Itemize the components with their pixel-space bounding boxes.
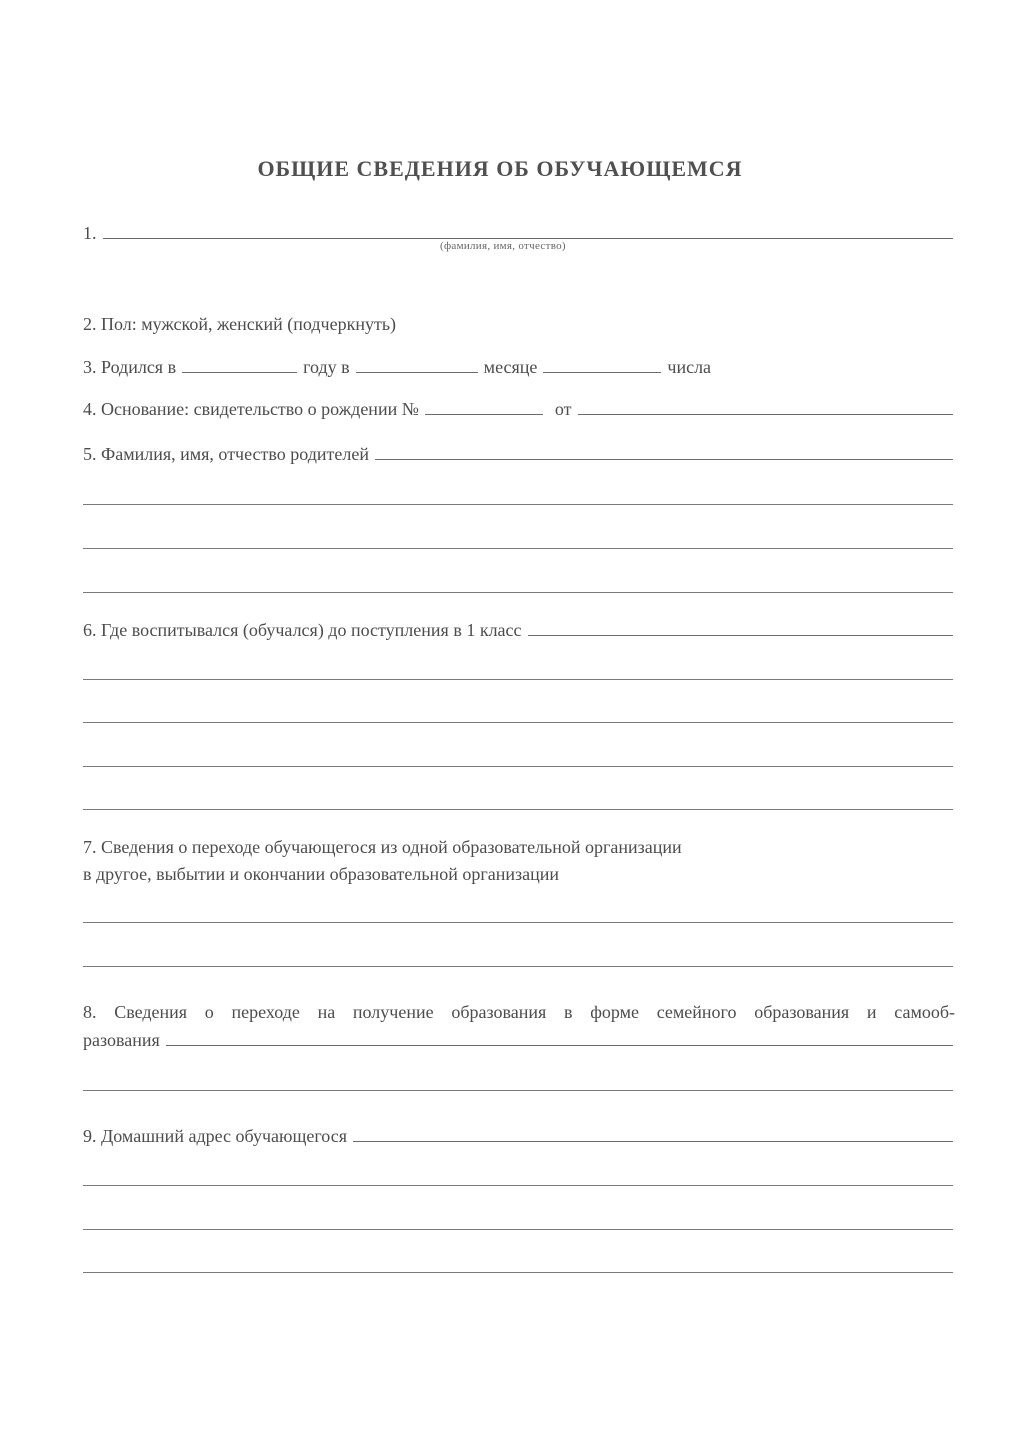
- item-4-certificate-label: 4. Основание: свидетельство о рождении №: [83, 399, 419, 419]
- item-3-month-label: месяце: [483, 357, 538, 377]
- item-5-parents-label: 5. Фамилия, имя, отчество родителей: [83, 444, 370, 464]
- item-8-family-education-field[interactable]: [166, 1045, 953, 1046]
- item-6-row: [83, 619, 953, 641]
- item-8-line-2-text: разования: [83, 1030, 160, 1050]
- item-5-line-3[interactable]: [83, 548, 953, 549]
- item-8-line-1-text: 8. Сведения о переходе на получение образования в форме семейного образования и самооб-: [83, 1002, 955, 1022]
- item-6-line-5[interactable]: [83, 809, 953, 810]
- item-7-line-1[interactable]: [83, 922, 953, 923]
- item-7-paragraph: [83, 834, 963, 888]
- item-7-line-2[interactable]: [83, 966, 953, 967]
- item-9-line-2[interactable]: [83, 1185, 953, 1186]
- item-2-gender-label: 2. Пол: мужской, женский (подчеркнуть): [83, 314, 397, 334]
- item-6-previous-education-label: 6. Где воспитывался (обучался) до поступления в 1 класс: [83, 620, 522, 640]
- item-9-address-label: 9. Домашний адрес обучающегося: [83, 1126, 347, 1146]
- item-8-line-3[interactable]: [83, 1090, 953, 1091]
- item-7-line-2-text: в другое, выбытии и окончании образовательной организации: [83, 864, 559, 884]
- item-4-from-label: от: [554, 399, 572, 419]
- item-6-line-4[interactable]: [83, 766, 953, 767]
- item-1-number: 1.: [83, 223, 97, 243]
- item-3-year-label: году в: [303, 357, 350, 377]
- item-4-certificate-number-field[interactable]: [425, 414, 543, 415]
- item-9-address-field[interactable]: [353, 1141, 953, 1142]
- item-5-parents-field[interactable]: [375, 459, 953, 460]
- item-4-date-field[interactable]: [578, 414, 953, 415]
- item-9-row: [83, 1125, 953, 1147]
- item-5-line-2[interactable]: [83, 504, 953, 505]
- item-4-row: [83, 398, 953, 420]
- item-3-month-field[interactable]: [356, 372, 478, 373]
- item-1-name-field[interactable]: [103, 238, 954, 239]
- item-9-line-3[interactable]: [83, 1229, 953, 1230]
- item-3-row: [83, 356, 953, 378]
- item-1-caption: (фамилия, имя, отчество): [440, 240, 566, 252]
- item-6-line-3[interactable]: [83, 722, 953, 723]
- item-6-previous-education-field[interactable]: [528, 635, 953, 636]
- item-9-line-4[interactable]: [83, 1272, 953, 1273]
- item-3-day-field[interactable]: [543, 372, 661, 373]
- item-3-day-label: числа: [667, 357, 712, 377]
- item-3-born-label: 3. Родился в: [83, 357, 177, 377]
- item-8-row: [83, 1029, 953, 1051]
- item-6-line-2[interactable]: [83, 679, 953, 680]
- item-5-row: [83, 443, 953, 465]
- item-7-line-1-text: 7. Сведения о переходе обучающегося из одной образовательной организации: [83, 837, 682, 857]
- item-5-line-4[interactable]: [83, 592, 953, 593]
- page-title: ОБЩИЕ СВЕДЕНИЯ ОБ ОБУЧАЮЩЕМСЯ: [257, 156, 743, 181]
- item-3-year-field[interactable]: [182, 372, 297, 373]
- item-2-row: [83, 313, 953, 335]
